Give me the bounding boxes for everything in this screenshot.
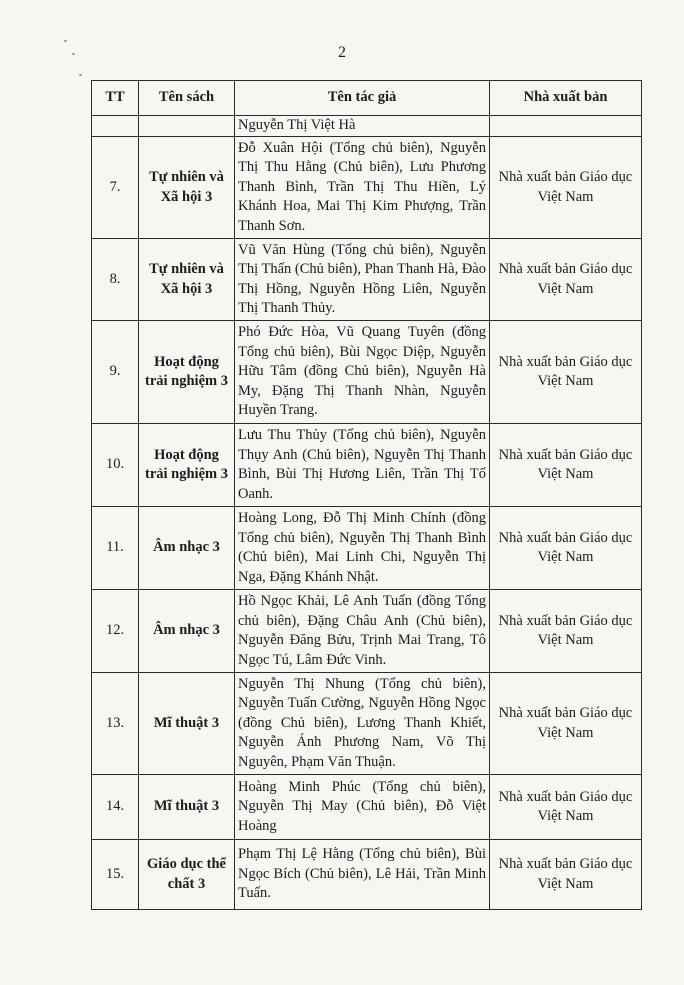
authors-cell: Hoàng Minh Phúc (Tổng chủ biên), Nguyễn Thị May (Chủ biên), Đỗ Việt Hoàng <box>235 775 490 840</box>
row-number: 15. <box>92 840 139 910</box>
publisher-cell: Nhà xuất bản Giáo dục Việt Nam <box>490 507 642 590</box>
textbook-table <box>91 80 642 910</box>
table-header-row <box>92 81 642 116</box>
publisher-cell: Nhà xuất bản Giáo dục Việt Nam <box>490 590 642 673</box>
authors-cell: Đỗ Xuân Hội (Tổng chủ biên), Nguyễn Thị Thu Hằng (Chủ biên), Lưu Phương Thanh Bình, Trần Thị Thu Hiền, Lý Khánh Hoa, Mai Thị Kim Phượng, Trần Thanh Sơn. <box>235 137 490 239</box>
authors-cell: Lưu Thu Thủy (Tổng chủ biên), Nguyễn Thụy Anh (Chủ biên), Nguyễn Thị Thanh Bình, Bùi Thị Hương Liên, Trần Thị Tố Oanh. <box>235 424 490 507</box>
publisher-cell: Nhà xuất bản Giáo dục Việt Nam <box>490 424 642 507</box>
authors-cell: Vũ Văn Hùng (Tổng chủ biên), Nguyễn Thị Thấn (Chủ biên), Phan Thanh Hà, Đào Thị Hồng, Nguyễn Hồng Liên, Nguyễn Thị Thanh Thủy. <box>235 239 490 321</box>
publisher-cell: Nhà xuất bản Giáo dục Việt Nam <box>490 673 642 775</box>
publisher-cell: Nhà xuất bản Giáo dục Việt Nam <box>490 321 642 424</box>
row-number: 13. <box>92 673 139 775</box>
page-number: 2 <box>338 44 346 61</box>
table-row <box>92 507 642 590</box>
publisher-cell: Nhà xuất bản Giáo dục Việt Nam <box>490 239 642 321</box>
book-title: Mĩ thuật 3 <box>139 775 235 840</box>
row-number: 12. <box>92 590 139 673</box>
authors-cell: Hoàng Long, Đỗ Thị Minh Chính (đồng Tổng chủ biên), Nguyễn Thị Thanh Bình (Chủ biên), Mai Linh Chi, Nguyễn Thị Nga, Đặng Khánh Nhật. <box>235 507 490 590</box>
book-title: Âm nhạc 3 <box>139 507 235 590</box>
book-title: Hoạt động trải nghiệm 3 <box>139 424 235 507</box>
publisher-cell: Nhà xuất bản Giáo dục Việt Nam <box>490 840 642 910</box>
authors-cell: Nguyễn Thị Nhung (Tổng chủ biên), Nguyễn Tuấn Cường, Nguyễn Hồng Ngọc (đồng Chủ biên), Lương Thanh Khiết, Nguyễn Ánh Phương Nam, Võ Thị Nguyên, Phạm Văn Thuận. <box>235 673 490 775</box>
header-tt: TT <box>92 81 139 116</box>
row-number: 11. <box>92 507 139 590</box>
table-row <box>92 840 642 910</box>
table-row <box>92 673 642 775</box>
row-number: 7. <box>92 137 139 239</box>
authors-cell: Phạm Thị Lệ Hằng (Tổng chủ biên), Bùi Ngọc Bích (Chủ biên), Lê Hải, Trần Minh Tuấn. <box>235 840 490 910</box>
header-publisher: Nhà xuất bản <box>490 81 642 116</box>
header-book-title: Tên sách <box>139 81 235 116</box>
row-number: 9. <box>92 321 139 424</box>
table-row <box>92 239 642 321</box>
publisher-cell: Nhà xuất bản Giáo dục Việt Nam <box>490 137 642 239</box>
book-title: Giáo dục thể chất 3 <box>139 840 235 910</box>
table-row <box>92 321 642 424</box>
authors-cell: Phó Đức Hòa, Vũ Quang Tuyên (đồng Tổng chủ biên), Bùi Ngọc Diệp, Nguyễn Hữu Tâm (đồng Chủ biên), Nguyễn Hà My, Đặng Thị Thanh Nhàn, Nguyễn Huyền Trang. <box>235 321 490 424</box>
book-title: Tự nhiên và Xã hội 3 <box>139 239 235 321</box>
book-title: Âm nhạc 3 <box>139 590 235 673</box>
authors-cell: Hồ Ngọc Khải, Lê Anh Tuấn (đồng Tổng chủ biên), Đặng Châu Anh (Chủ biên), Nguyễn Đăng Bửu, Trịnh Mai Trang, Tô Ngọc Tú, Lâm Đức Vinh. <box>235 590 490 673</box>
row-number: 10. <box>92 424 139 507</box>
table-row <box>92 775 642 840</box>
authors-cell: Nguyễn Thị Việt Hà <box>235 116 490 137</box>
row-number: 14. <box>92 775 139 840</box>
table-row <box>92 424 642 507</box>
table-row-continuation <box>92 116 642 137</box>
book-title: Hoạt động trải nghiệm 3 <box>139 321 235 424</box>
book-title: Mĩ thuật 3 <box>139 673 235 775</box>
publisher-cell: Nhà xuất bản Giáo dục Việt Nam <box>490 775 642 840</box>
table-row <box>92 137 642 239</box>
row-number: 8. <box>92 239 139 321</box>
book-title: Tự nhiên và Xã hội 3 <box>139 137 235 239</box>
header-authors: Tên tác giả <box>235 81 490 116</box>
table-row <box>92 590 642 673</box>
